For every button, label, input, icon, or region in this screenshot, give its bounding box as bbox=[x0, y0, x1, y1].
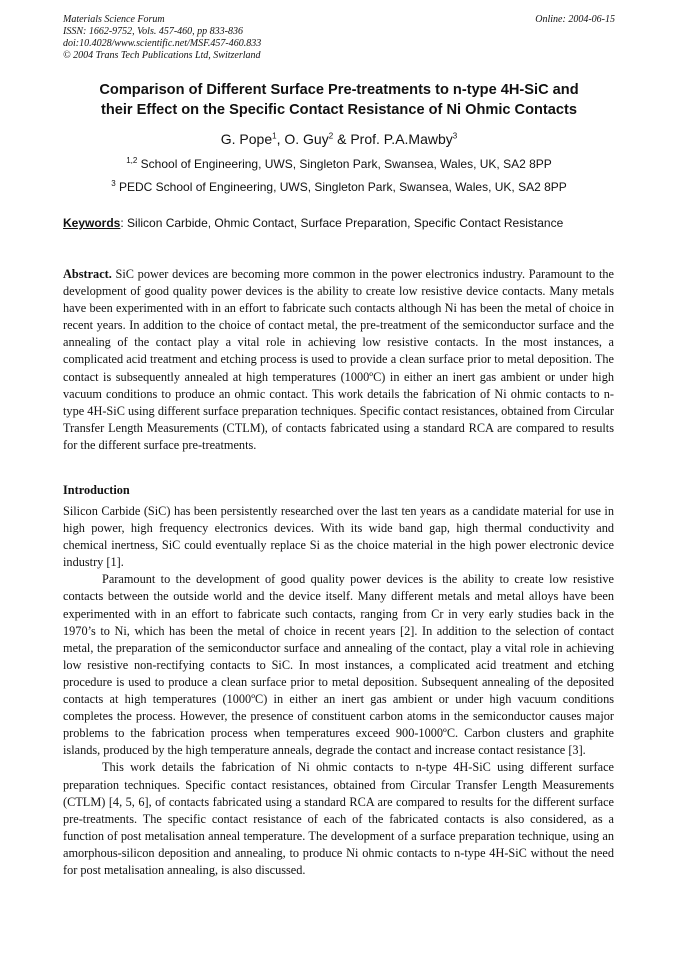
author-affiliation-mark: 3 bbox=[452, 131, 458, 141]
issn-line: ISSN: 1662-9752, Vols. 457-460, pp 833-836 bbox=[63, 26, 243, 37]
author-name: G. Pope bbox=[220, 131, 273, 147]
journal-header bbox=[63, 14, 615, 62]
affiliation-text: PEDC School of Engineering, UWS, Singleton Park, Swansea, Wales, UK, SA2 8PP bbox=[115, 180, 567, 194]
keywords-colon: : bbox=[120, 216, 124, 230]
introduction-heading: Introduction bbox=[63, 483, 130, 497]
keywords-line bbox=[63, 215, 623, 231]
affiliation-mark: 1,2 bbox=[126, 156, 138, 165]
intro-paragraph-3: This work details the fabrication of Ni ohmic contacts to n-type 4H-SiC using different surface preparation techniques. Specific contact resistances, obtained from Circular Transfer Length Measurements (CTLM) [4, 5, 6], of contacts fabricated using a standard RCA are compared to results for the different surface pre-treatments. The specific contact resistance of each of the fabricated contacts is also considered, as a function of post metalisation anneal temperature. The development of a surface preparation technique, using an amorphous-silicon deposition and annealing, to produce Ni ohmic contacts to n-type 4H-SiC without the need for post metalisation annealing, is also discussed. bbox=[63, 760, 614, 877]
title-line-2: their Effect on the Specific Contact Resistance of Ni Ohmic Contacts bbox=[100, 102, 577, 118]
author-separator: , bbox=[276, 131, 285, 147]
title-line-1: Comparison of Different Surface Pre-treatments to n-type 4H-SiC and bbox=[99, 82, 579, 98]
paper-title bbox=[40, 80, 638, 120]
keywords-label: Keywords bbox=[63, 216, 121, 230]
journal-name: Materials Science Forum bbox=[63, 14, 165, 25]
affiliation-mark: 3 bbox=[111, 179, 116, 188]
keywords-text: Silicon Carbide, Ohmic Contact, Surface Preparation, Specific Contact Resistance bbox=[123, 216, 564, 230]
author-list bbox=[0, 130, 678, 148]
author-affiliation-mark: 1 bbox=[272, 131, 277, 141]
abstract-paragraph bbox=[63, 266, 614, 454]
online-date: Online: 2004-06-15 bbox=[535, 14, 615, 25]
author-name: O. Guy bbox=[284, 131, 329, 147]
affiliation-text: School of Engineering, UWS, Singleton Park, Swansea, Wales, UK, SA2 8PP bbox=[137, 157, 552, 171]
author-name: Prof. P.A.Mawby bbox=[350, 131, 453, 147]
intro-paragraph-1: Silicon Carbide (SiC) has been persistently researched over the last ten years as a candidate material for use in high power, high frequency electronics devices. With its wide band gap, high thermal conductivity and chemical inertness, SiC could eventually replace Si as the choice material in the high power electronic device industry [1]. bbox=[63, 504, 614, 570]
copyright-line: © 2004 Trans Tech Publications Ltd, Switzerland bbox=[63, 50, 261, 61]
affiliation-1 bbox=[0, 156, 678, 172]
intro-paragraph-2: Paramount to the development of good quality power devices is the ability to create low resistive contacts between the outside world and the device itself. Many different metals and metal alloys have been experimented with in an effort to fabricate such contacts, ranging from Cr in very early studies back in the 1970’s to Ni, which has been the metal of choice in recent years [2]. In addition to the selection of contact metal, the preparation of the semiconductor surface and annealing of the contact, play a vital role in achieving low resistive non-rectifying contacts to SiC. In most instances, a complicated acid treatment and etching procedure is used to produce a clean surface prior to metal deposition. Subsequent annealing of the deposited contacts at high temperatures (1000ºC) in either an inert gas ambient or under high vacuum conditions completes the process. However, the presence of constituent carbon atoms in the semiconductor causes major problems to the fabrication process when temperatures exceed 900-1000ºC. Carbon clusters and graphite islands, produced by the high temperature anneals, degrade the contact and increase contact resistance [3]. bbox=[63, 572, 614, 758]
abstract-text: SiC power devices are becoming more common in the power electronics industry. Paramount to the development of good quality power devices is the ability to create low resistive device contacts. Many metals have been experimented with in an effort to fabricate such contacts although Ni has been the metal of choice in recent years. In addition to the choice of contact metal, the pre-treatment of the semiconductor surface and the annealing of the contact play a vital role in achieving low resistive contacts. In the most instances, a complicated acid treatment and etching process is used to provide a clean surface prior to metal deposition. The contact is subsequently annealed at high temperatures (1000ºC) in either an inert gas ambient or under high vacuum conditions to produce an ohmic contact. This work details the fabrication of Ni ohmic contacts to n-type 4H-SiC using different surface preparation techniques. Specific contact resistances, obtained from Circular Transfer Length Measurements (CTLM), of contacts fabricated using a standard RCA are compared to results for the different surface pre-treatments. bbox=[63, 267, 614, 452]
affiliation-2 bbox=[0, 179, 678, 195]
author-separator: & bbox=[333, 131, 351, 147]
author-affiliation-mark: 2 bbox=[328, 131, 334, 141]
abstract-label: Abstract. bbox=[63, 267, 112, 281]
introduction-body bbox=[63, 503, 614, 879]
doi-line[interactable]: doi:10.4028/www.scientific.net/MSF.457-460.833 bbox=[63, 38, 262, 49]
